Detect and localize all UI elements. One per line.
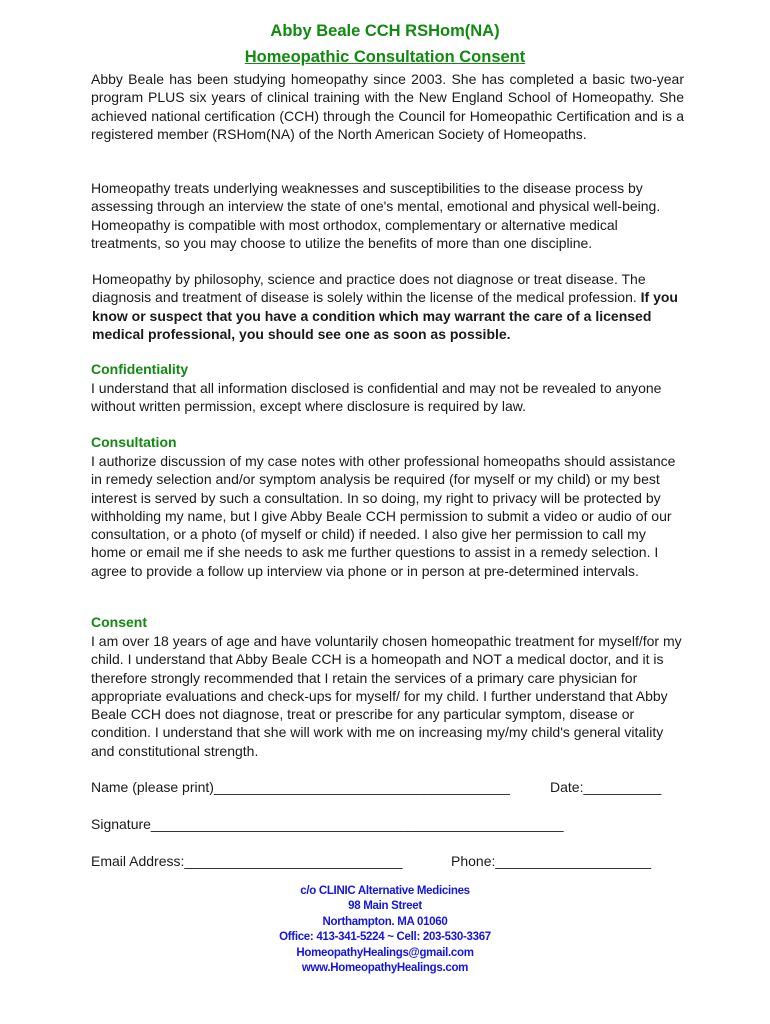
footer-street: 98 Main Street — [348, 900, 422, 913]
consultation-text: I authorize discussion of my case notes with other professional homeopaths should assistance in remedy selection and/or symptom analysis be required (for myself or my child) or my best interest is served by such a consultation. In so doing, my right to privacy will be protected by withholding my name, but I give Abby Beale CCH permission to submit a video or audio of our consultation, or a photo (of myself or child) if needed. I also give her permission to call my home or email me if she needs to ask me further questions to assist in a remedy selection. I agree to provide a follow up interview via phone or in person at pre-determined intervals. — [91, 453, 676, 579]
email-field[interactable]: Email Address:____________________________ — [91, 853, 403, 869]
footer-clinic-name: c/o CLINIC Alternative Medicines — [300, 885, 470, 897]
contact-footer — [0, 884, 770, 976]
disclaimer-warning-text: If you know or suspect that you have a condition which may warrant the care of a licensed medical professional, you should see one as soon as possible. — [92, 289, 678, 342]
intro-paragraph-treatment: Homeopathy treats underlying weaknesses and susceptibilities to the disease process by assessing through an interview the state of one's mental, emotional and physical well-being. Homeopathy is compatible with most orthodox, complementary or alternative medical treatments, so you may choose to utilize the benefits of more than one discipline. — [91, 180, 661, 251]
intro-paragraph-disclaimer — [92, 270, 686, 343]
date-field[interactable]: Date:__________ — [550, 779, 662, 795]
footer-phones: Office: 413-341-5224 ~ Cell: 203-530-3367 — [279, 931, 491, 944]
phone-field[interactable]: Phone:____________________ — [451, 853, 652, 869]
disclaimer-text: Homeopathy by philosophy, science and practice does not diagnose or treat disease. The diagnosis and treatment of disease is solely within the license of the medical profession. — [92, 271, 646, 306]
document-title: Abby Beale CCH RSHom(NA) — [270, 22, 500, 40]
confidentiality-text: I understand that all information disclosed is confidential and may not be revealed to anyone without written permission, except where disclosure is required by law. — [91, 380, 662, 415]
consultation-heading: Consultation — [91, 434, 177, 450]
footer-city: Northampton. MA 01060 — [322, 915, 448, 928]
document-subtitle: Homeopathic Consultation Consent — [244, 48, 526, 66]
consent-heading: Consent — [91, 614, 147, 630]
consent-text: I am over 18 years of age and have voluntarily chosen homeopathic treatment for myself/for my child. I understand that Abby Beale CCH is a homeopath and NOT a medical doctor, and it is therefore strongly recommended that I retain the services of a primary care physician for appropriate evaluations and check-ups for myself/ for my child. I further understand that Abby Beale CCH does not diagnose, treat or prescribe for any particular symptom, disease or condition. I understand that she will work with me on increasing my/my child's general vitality and constitutional strength. — [91, 633, 682, 759]
intro-paragraph-credentials: Abby Beale has been studying homeopathy since 2003. She has completed a basic two-year program PLUS six years of clinical training with the New England School of Homeopathy. She achieved national certification (CCH) through the Council for Homeopathic Certification and is a registered member (RSHom(NA) of the North American Society of Homeopaths. — [91, 71, 684, 142]
footer-website-link[interactable]: www.HomeopathyHealings.com — [301, 962, 469, 975]
confidentiality-heading: Confidentiality — [91, 361, 189, 377]
name-field[interactable]: Name (please print)______________________________________ — [91, 779, 510, 795]
footer-email-link[interactable]: HomeopathyHealings@gmail.com — [296, 946, 474, 959]
signature-field[interactable]: Signature_____________________________________________________ — [91, 816, 564, 832]
